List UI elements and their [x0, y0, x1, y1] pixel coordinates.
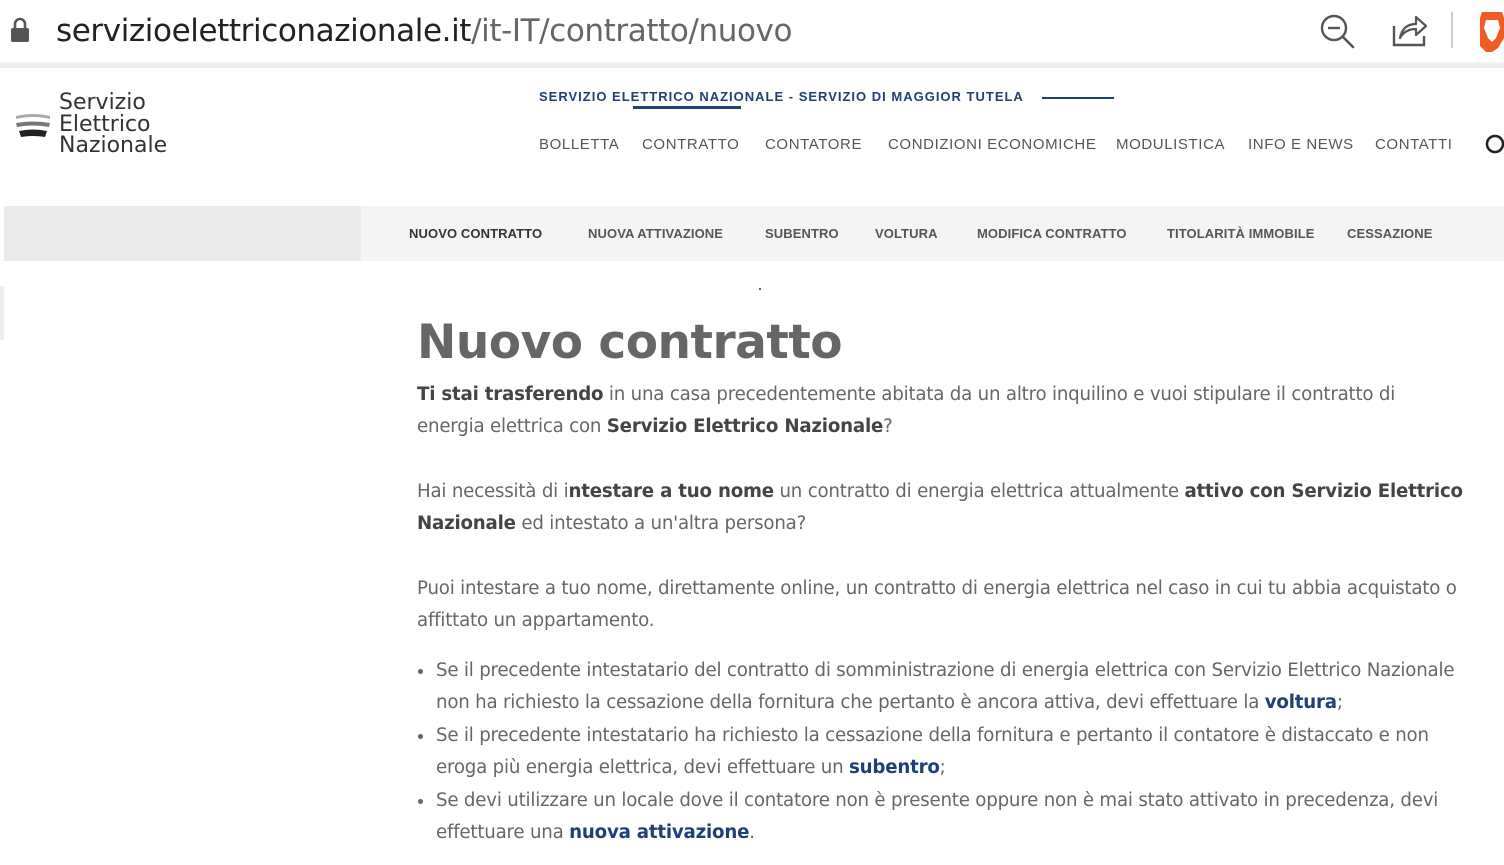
left-edge-strip — [0, 286, 4, 340]
share-icon[interactable] — [1390, 12, 1428, 48]
nav-contratto[interactable]: CONTRATTO — [642, 136, 740, 153]
logo-line-1: Servizio — [59, 90, 146, 115]
url-path: /it-IT/contratto/nuovo — [471, 13, 793, 49]
p1-text-1: in una casa precedentemente abitata da un altro inquilino e vuoi stipulare il contratto di energia elettrica con — [417, 384, 1396, 438]
third-paragraph: Puoi intestare a tuo nome, direttamente online, un contratto di energia elettrica nel caso in cui tu abbia acquistato o affittato un appartamento. — [417, 578, 1457, 632]
url-host: servizioelettriconazionale.it — [56, 13, 472, 49]
main-content — [417, 315, 1477, 844]
second-paragraph — [417, 476, 1467, 541]
nav-bolletta[interactable]: BOLLETTA — [539, 136, 620, 153]
nuova-attivazione-link[interactable]: nuova attivazione — [569, 822, 750, 844]
subnav-voltura[interactable]: VOLTURA — [875, 226, 938, 241]
nav-info-e-news[interactable]: INFO E NEWS — [1248, 136, 1354, 153]
list-item — [417, 785, 1467, 850]
subnav-nuovo-contratto[interactable]: NUOVO CONTRATTO — [409, 226, 543, 241]
subnav-nuova-attivazione[interactable]: NUOVA ATTIVAZIONE — [588, 226, 724, 241]
nav-active-indicator — [633, 106, 741, 109]
options-list — [417, 655, 1467, 849]
nav-modulistica[interactable]: MODULISTICA — [1116, 136, 1226, 153]
bullet-2-text: Se il precedente intestatario ha richiesto la cessazione della fornitura e pertanto il contatore è distaccato e non eroga più energia elettrica, devi effettuare un — [436, 724, 1429, 779]
list-item — [417, 655, 1467, 720]
sub-nav-left-block — [4, 206, 361, 261]
decorative-dot — [759, 288, 761, 290]
toolbar-separator — [1451, 12, 1453, 48]
logo-text — [59, 92, 167, 157]
nav-contatti[interactable]: CONTATTI — [1375, 136, 1453, 153]
voltura-link[interactable]: voltura — [1264, 692, 1337, 714]
logo-line-3: Nazionale — [59, 133, 168, 158]
page-title: Nuovo contratto — [417, 315, 843, 370]
site-header — [0, 68, 1504, 206]
site-logo[interactable] — [14, 92, 184, 162]
url-field[interactable] — [56, 12, 792, 50]
bullet-1-text: Se il precedente intestatario del contratto di somministrazione di energia elettrica con Servizio Elettrico Nazionale non ha richiesto la cessazione della fornitura che pertanto è ancora attiva, devi effettuare la — [436, 660, 1455, 714]
bullet-1-after: ; — [1336, 692, 1343, 714]
p2-text-3: ed intestato a un'altra persona? — [515, 513, 807, 535]
nav-contatore[interactable]: CONTATORE — [765, 136, 863, 153]
p1-text-2: ? — [883, 416, 893, 438]
zoom-out-icon[interactable] — [1318, 12, 1356, 50]
subentro-link[interactable]: subentro — [849, 757, 940, 779]
lock-icon[interactable] — [10, 17, 30, 43]
logo-line-2: Elettrico — [59, 111, 151, 137]
p2-text-2: un contratto di energia elettrica attualmente — [773, 481, 1185, 502]
subnav-modifica-contratto[interactable]: MODIFICA CONTRATTO — [977, 226, 1127, 241]
list-item — [417, 720, 1467, 785]
search-icon[interactable] — [1484, 134, 1504, 156]
intro-paragraph — [417, 379, 1467, 444]
p2-text-1: Hai necessità di i — [417, 481, 569, 502]
nav-condizioni-economiche[interactable]: CONDIZIONI ECONOMICHE — [888, 136, 1097, 153]
subnav-titolarita-immobile[interactable]: TITOLARITÀ IMMOBILE — [1167, 226, 1315, 241]
logo-mark-icon — [16, 112, 50, 138]
sub-nav — [4, 206, 1504, 261]
bullet-3-text: Se devi utilizzare un locale dove il contatore non è presente oppure non è mai stato attivato in precedenza, devi effettuare una — [436, 789, 1439, 844]
brave-lion-icon[interactable] — [1476, 8, 1504, 52]
p1-bold-1: Ti stai trasferendo — [417, 384, 604, 405]
subnav-subentro[interactable]: SUBENTRO — [765, 226, 839, 241]
strapline-rule — [1042, 97, 1114, 99]
p2-bold-2: attivo con Servizio Elettrico Nazionale — [417, 481, 1463, 535]
p1-bold-2: Servizio Elettrico Nazionale — [606, 416, 884, 438]
subnav-cessazione[interactable]: CESSAZIONE — [1347, 226, 1433, 241]
bullet-2-after: ; — [939, 757, 946, 779]
p2-bold-1: ntestare a tuo nome — [568, 481, 774, 502]
brand-strapline: SERVIZIO ELETTRICO NAZIONALE - SERVIZIO DI MAGGIOR TUTELA — [539, 89, 1024, 104]
bullet-3-after: . — [749, 822, 755, 844]
browser-address-bar — [0, 0, 1504, 62]
